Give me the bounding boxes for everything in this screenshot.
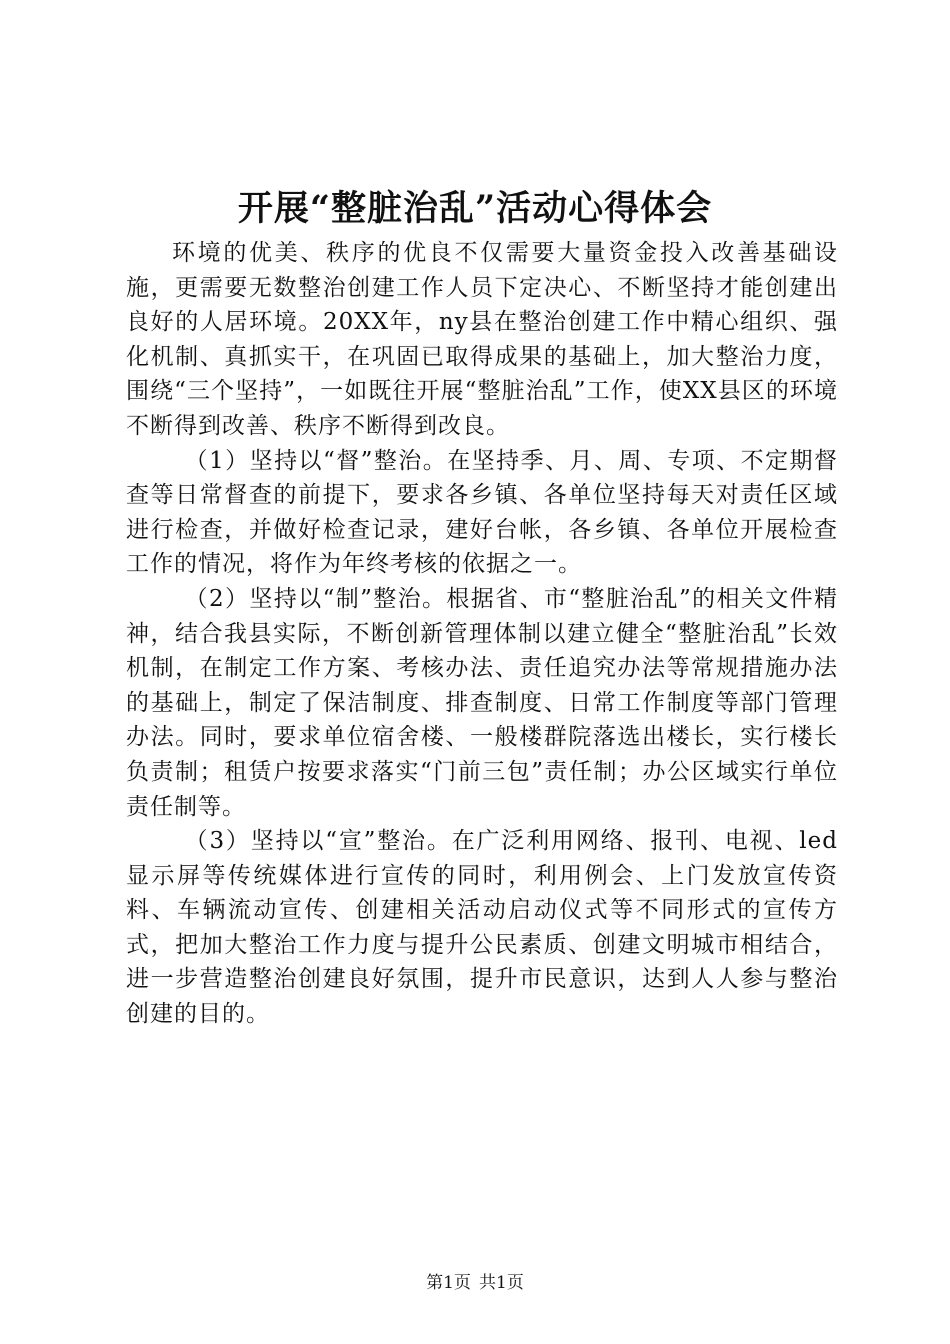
page-number: 第1页 — [426, 1273, 471, 1293]
intro-paragraph: 环境的优美、秩序的优良不仅需要大量资金投入改善基础设施，更需要无数整治创建工作人员下定决心、不断坚持才能创建出良好的人居环境。20XX年，ny县在整治创建工作中精心组织、强化机制、真抓实干，在巩固已取得成果的基础上，加大整治力度，围绕“三个坚持”，一如既往开展“整脏治乱”工作，使XX县区的环境不断得到改善、秩序不断得到改良。 — [126, 240, 838, 439]
page-footer — [0, 1272, 950, 1294]
paragraph-publicity: （3）坚持以“宣”整治。在广泛利用网络、报刊、电视、led显示屏等传统媒体进行宣传的同时，利用例会、上门发放宣传资料、车辆流动宣传、创建相关活动启动仪式等不同形式的宣传方式，把加大整治工作力度与提升公民素质、创建文明城市相结合，进一步营造整治创建良好氛围，提升市民意识，达到人人参与整治创建的目的。 — [126, 828, 838, 1028]
paragraph-system: （2）坚持以“制”整治。根据省、市“整脏治乱”的相关文件精神，结合我县实际，不断创新管理体制以建立健全“整脏治乱”长效机制，在制定工作方案、考核办法、责任追究办法等常规措施办法的基础上，制定了保洁制度、排查制度、日常工作制度等部门管理办法。同时，要求单位宿舍楼、一般楼群院落选出楼长，实行楼长负责制；租赁户按要求落实“门前三包”责任制；办公区域实行单位责任制等。 — [126, 585, 838, 820]
document-title: 开展“整脏治乱”活动心得体会 — [237, 188, 713, 229]
page-total: 共1页 — [479, 1273, 524, 1293]
document-body — [126, 236, 838, 1032]
paragraph-supervision: （1）坚持以“督”整治。在坚持季、月、周、专项、不定期督查等日常督查的前提下，要求各乡镇、各单位坚持每天对责任区域进行检查，并做好检查记录，建好台帐，各乡镇、各单位开展检查工作的情况，将作为年终考核的依据之一。 — [126, 447, 838, 578]
